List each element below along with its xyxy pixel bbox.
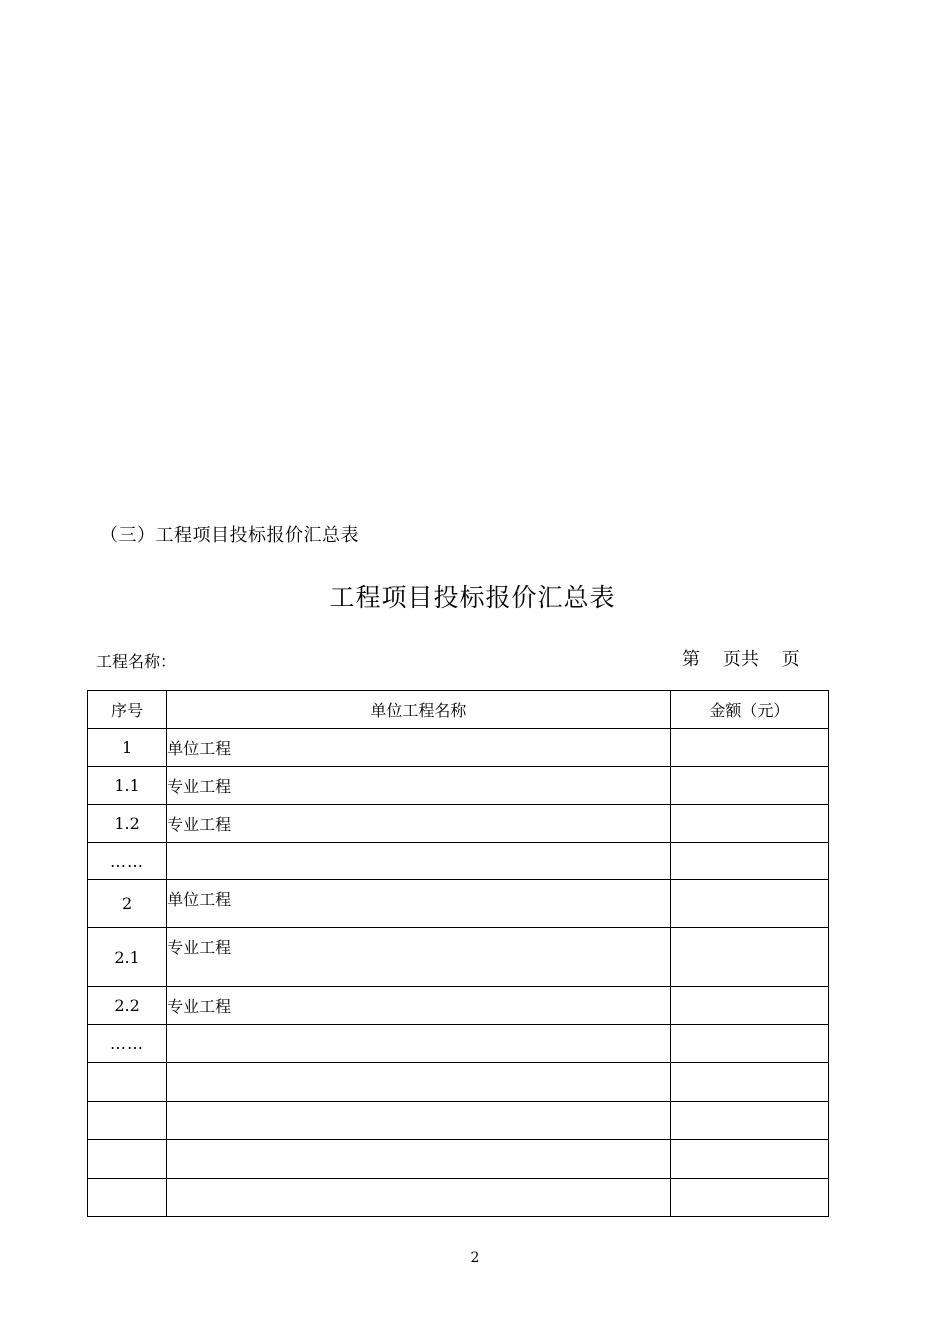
row-amount <box>670 805 828 843</box>
row-name: 单位工程 <box>167 880 671 928</box>
page-title: 工程项目投标报价汇总表 <box>329 583 616 612</box>
row-name <box>167 1025 671 1063</box>
section-heading: （三）工程项目投标报价汇总表 <box>100 525 359 546</box>
row-amount <box>670 843 828 880</box>
table-row <box>88 843 829 880</box>
table-row <box>88 928 829 987</box>
table-row <box>88 1140 829 1179</box>
row-seq: …… <box>88 843 167 880</box>
row-name <box>167 1063 671 1102</box>
row-name <box>167 1179 671 1217</box>
row-amount <box>670 880 828 928</box>
row-amount <box>670 1140 828 1179</box>
row-amount <box>670 1063 828 1102</box>
row-name: 专业工程 <box>167 767 671 805</box>
table-row <box>88 1025 829 1063</box>
row-amount <box>670 1179 828 1217</box>
row-seq <box>88 1140 167 1179</box>
row-seq: …… <box>88 1025 167 1063</box>
table-row <box>88 1063 829 1102</box>
table-row <box>88 729 829 767</box>
row-seq <box>88 1179 167 1217</box>
project-name-label: 工程名称： <box>96 652 177 671</box>
row-seq <box>88 1063 167 1102</box>
row-name <box>167 843 671 880</box>
row-amount <box>670 1025 828 1063</box>
header-seq: 序号 <box>88 691 167 729</box>
row-seq: 2 <box>88 880 167 928</box>
row-seq: 1.2 <box>88 805 167 843</box>
row-name <box>167 1102 671 1140</box>
bid-summary-table <box>87 690 829 1217</box>
row-name: 单位工程 <box>167 729 671 767</box>
row-seq <box>88 1102 167 1140</box>
row-amount <box>670 729 828 767</box>
row-name: 专业工程 <box>167 805 671 843</box>
table-row <box>88 1102 829 1140</box>
table-header-row <box>88 691 829 729</box>
row-name: 专业工程 <box>167 928 671 987</box>
row-name <box>167 1140 671 1179</box>
row-amount <box>670 767 828 805</box>
table-row <box>88 880 829 928</box>
table-row <box>88 805 829 843</box>
page-number: 2 <box>470 1250 480 1266</box>
row-seq: 1 <box>88 729 167 767</box>
row-seq: 2.1 <box>88 928 167 987</box>
row-seq: 2.2 <box>88 987 167 1025</box>
row-amount <box>670 1102 828 1140</box>
header-unit-name: 单位工程名称 <box>167 691 671 729</box>
row-seq: 1.1 <box>88 767 167 805</box>
row-amount <box>670 928 828 987</box>
header-amount: 金额（元） <box>670 691 828 729</box>
row-amount <box>670 987 828 1025</box>
row-name: 专业工程 <box>167 987 671 1025</box>
table-row <box>88 987 829 1025</box>
table-row <box>88 1179 829 1217</box>
page-info: 第 页共 页 <box>682 649 800 670</box>
table-row <box>88 767 829 805</box>
